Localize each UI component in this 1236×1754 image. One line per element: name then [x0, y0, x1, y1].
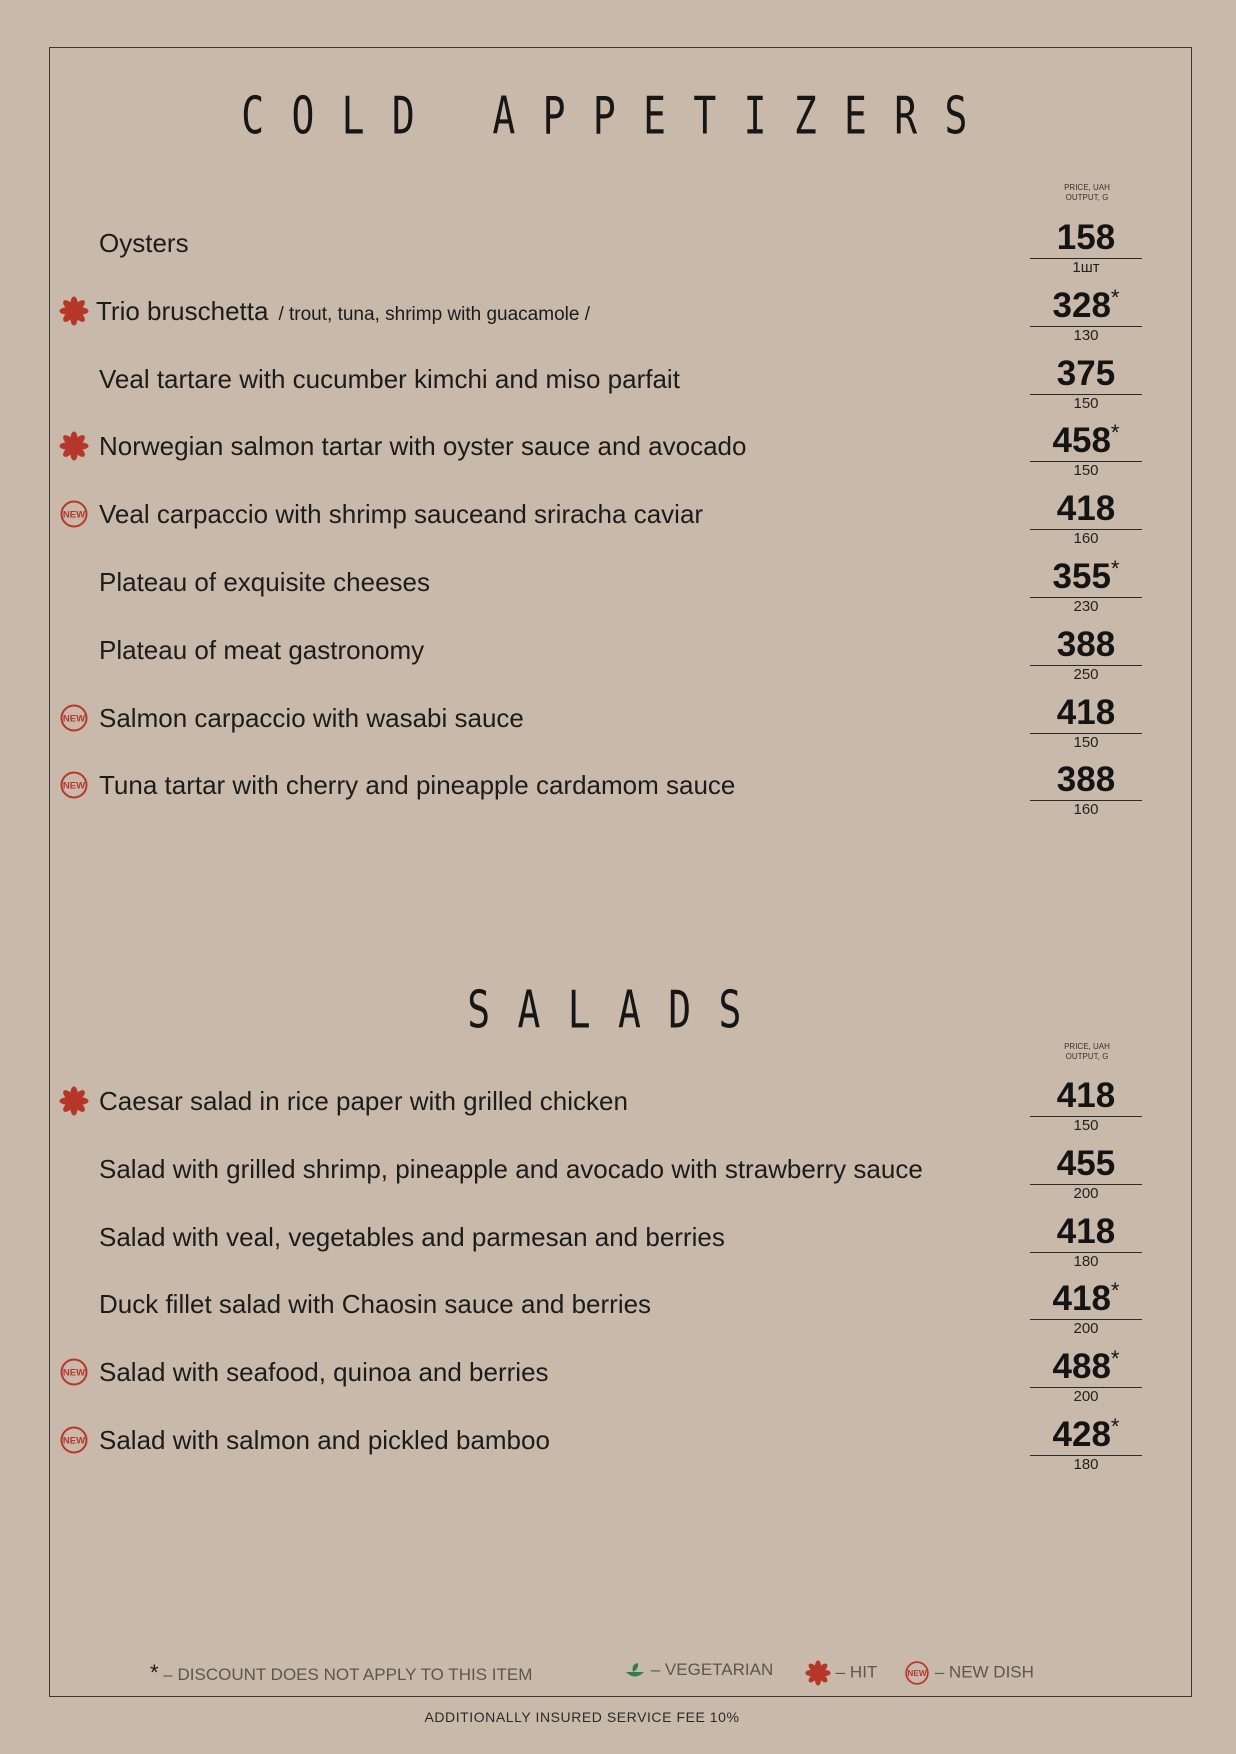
no-discount-asterisk: * — [1110, 420, 1120, 446]
price-box — [1030, 760, 1142, 819]
salad-item — [56, 1347, 1146, 1407]
salads-column-header — [1032, 1042, 1142, 1062]
dish-name — [99, 1425, 550, 1456]
cold-item — [56, 557, 1146, 617]
dish-title: Salmon carpaccio with wasabi sauce — [99, 702, 524, 733]
cold-item — [56, 286, 1146, 346]
salad-item — [56, 1212, 1146, 1272]
price-box — [1030, 693, 1142, 752]
output-weight: 160 — [1073, 801, 1099, 819]
legend-new — [904, 1660, 1034, 1686]
price-box — [1030, 625, 1142, 684]
no-discount-asterisk: * — [1110, 1278, 1120, 1304]
output-column-label: OUTPUT, G — [1065, 1052, 1109, 1061]
dish-name — [99, 228, 189, 259]
dish-title: Salad with salmon and pickled bamboo — [99, 1425, 550, 1455]
new-badge-icon — [59, 499, 89, 529]
price-value: 418 — [1030, 489, 1142, 530]
new-badge-icon — [59, 703, 89, 733]
price-box — [1030, 1212, 1142, 1271]
price-value: 388 — [1030, 760, 1142, 801]
output-weight: 200 — [1073, 1320, 1099, 1338]
output-weight: 150 — [1073, 462, 1099, 480]
price-box — [1030, 489, 1142, 548]
dish-name — [99, 1154, 923, 1185]
price-value: 388 — [1030, 625, 1142, 666]
price-value: 158 — [1030, 218, 1142, 259]
output-column-label: OUTPUT, G — [1065, 193, 1109, 202]
salad-item — [56, 1415, 1146, 1475]
output-weight: 130 — [1073, 326, 1099, 344]
hit-star-icon — [59, 431, 89, 461]
price-column-label: PRICE, UAH — [1064, 1042, 1110, 1051]
price-box — [1030, 286, 1142, 345]
price-value: 488* — [1030, 1347, 1142, 1388]
price-value: 375 — [1030, 354, 1142, 395]
dish-title: Norwegian salmon tartar with oyster sauce and avocado — [99, 431, 747, 462]
salad-item — [56, 1279, 1146, 1339]
salad-item — [56, 1144, 1146, 1204]
price-value: 418 — [1030, 1212, 1142, 1253]
legend-hit — [805, 1660, 877, 1686]
no-discount-asterisk: * — [1110, 284, 1120, 310]
price-value: 418* — [1030, 1279, 1142, 1320]
cold-item — [56, 354, 1146, 414]
hit-star-icon — [59, 296, 89, 326]
cold-item — [56, 760, 1146, 820]
price-box — [1030, 1076, 1142, 1135]
no-discount-asterisk: * — [1110, 1414, 1120, 1439]
price-box — [1030, 1347, 1142, 1406]
price-box — [1030, 354, 1142, 413]
dish-title: Oysters — [99, 228, 189, 258]
new-badge-icon — [59, 770, 89, 800]
dish-title: Trio bruschetta — [96, 295, 269, 326]
price-value: 418 — [1030, 1076, 1142, 1117]
cold-appetizers-title: COLD APPETIZERS — [241, 86, 995, 146]
dish-name — [96, 296, 590, 327]
dish-title: Veal tartare with cucumber kimchi and miso parfait — [99, 363, 680, 394]
leaf-icon — [624, 1661, 646, 1681]
price-box — [1030, 218, 1142, 277]
dish-name — [99, 431, 746, 462]
price-value: 355* — [1030, 557, 1142, 598]
price-box — [1030, 1144, 1142, 1203]
output-weight: 180 — [1073, 1252, 1099, 1270]
price-value: 455 — [1030, 1144, 1142, 1185]
new-badge-icon — [904, 1660, 930, 1686]
legend-new-text: – NEW DISH — [934, 1662, 1034, 1682]
hit-star-icon — [59, 1086, 89, 1116]
cold-item — [56, 421, 1146, 481]
new-badge-icon — [59, 1425, 89, 1455]
dish-title: Tuna tartar with cherry and pineapple cardamom sauce — [99, 770, 736, 801]
dish-title: Salad with seafood, quinoa and berries — [99, 1357, 549, 1388]
cold-item — [56, 693, 1146, 753]
output-weight: 150 — [1073, 733, 1099, 751]
output-weight: 200 — [1073, 1184, 1099, 1202]
cold-item — [56, 625, 1146, 685]
output-weight: 180 — [1073, 1456, 1099, 1473]
cold-item — [56, 489, 1146, 549]
salad-item — [56, 1076, 1146, 1136]
dish-name — [99, 1222, 725, 1253]
price-value: 428* — [1030, 1415, 1142, 1456]
svg-text:NEW: NEW — [62, 1435, 86, 1447]
dish-name — [99, 364, 680, 395]
dish-title: Caesar salad in rice paper with grilled chicken — [99, 1086, 628, 1116]
output-weight: 250 — [1073, 665, 1099, 683]
svg-text:NEW: NEW — [62, 509, 86, 521]
dish-note: / trout, tuna, shrimp with guacamole / — [278, 303, 590, 325]
legend-discount — [150, 1660, 532, 1686]
legend-discount-text: – DISCOUNT DOES NOT APPLY TO THIS ITEM — [163, 1665, 533, 1684]
dish-title: Veal carpaccio with shrimp sauceand sriracha caviar — [99, 499, 704, 530]
no-discount-asterisk: * — [1110, 556, 1120, 581]
legend-vegetarian-text: – VEGETARIAN — [650, 1660, 774, 1679]
dish-name — [99, 635, 424, 666]
price-value: 458* — [1030, 421, 1142, 462]
legend-hit-text: – HIT — [835, 1662, 878, 1682]
asterisk-icon: * — [150, 1660, 159, 1685]
dish-title: Plateau of meat gastronomy — [99, 634, 425, 665]
price-box — [1030, 1279, 1142, 1338]
svg-text:NEW: NEW — [62, 1367, 86, 1379]
output-weight: 160 — [1073, 530, 1099, 548]
dish-name — [99, 567, 430, 598]
dish-title: Plateau of exquisite cheeses — [99, 567, 430, 597]
svg-text:NEW: NEW — [62, 713, 86, 725]
price-box — [1030, 557, 1142, 616]
price-column-label: PRICE, UAH — [1064, 183, 1110, 192]
cold-column-header — [1032, 183, 1142, 203]
price-value: 328* — [1030, 286, 1142, 327]
dish-title: Duck fillet salad with Chaosin sauce and berries — [99, 1289, 652, 1320]
legend-vegetarian — [624, 1660, 773, 1681]
hit-star-icon — [805, 1660, 831, 1686]
price-box — [1030, 421, 1142, 480]
new-badge-icon — [59, 1357, 89, 1387]
service-fee-note: ADDITIONALLY INSURED SERVICE FEE 10% — [424, 1709, 740, 1725]
svg-text:NEW: NEW — [907, 1669, 927, 1679]
output-weight: 1шт — [1072, 259, 1100, 276]
cold-item — [56, 218, 1146, 278]
output-weight: 230 — [1073, 598, 1099, 615]
price-value: 418 — [1030, 693, 1142, 734]
dish-name — [99, 499, 703, 530]
dish-name — [99, 1357, 549, 1388]
dish-name — [99, 1289, 651, 1320]
salads-title: SALADS — [467, 980, 769, 1040]
dish-title: Salad with veal, vegetables and parmesan and berries — [99, 1221, 725, 1252]
output-weight: 150 — [1073, 1117, 1099, 1134]
svg-text:NEW: NEW — [62, 780, 86, 792]
price-box — [1030, 1415, 1142, 1474]
dish-name — [99, 1086, 628, 1117]
output-weight: 200 — [1073, 1388, 1099, 1406]
dish-name — [99, 703, 524, 734]
no-discount-asterisk: * — [1110, 1346, 1120, 1372]
output-weight: 150 — [1073, 394, 1099, 412]
dish-title: Salad with grilled shrimp, pineapple and avocado with strawberry sauce — [99, 1153, 923, 1184]
dish-name — [99, 770, 735, 801]
